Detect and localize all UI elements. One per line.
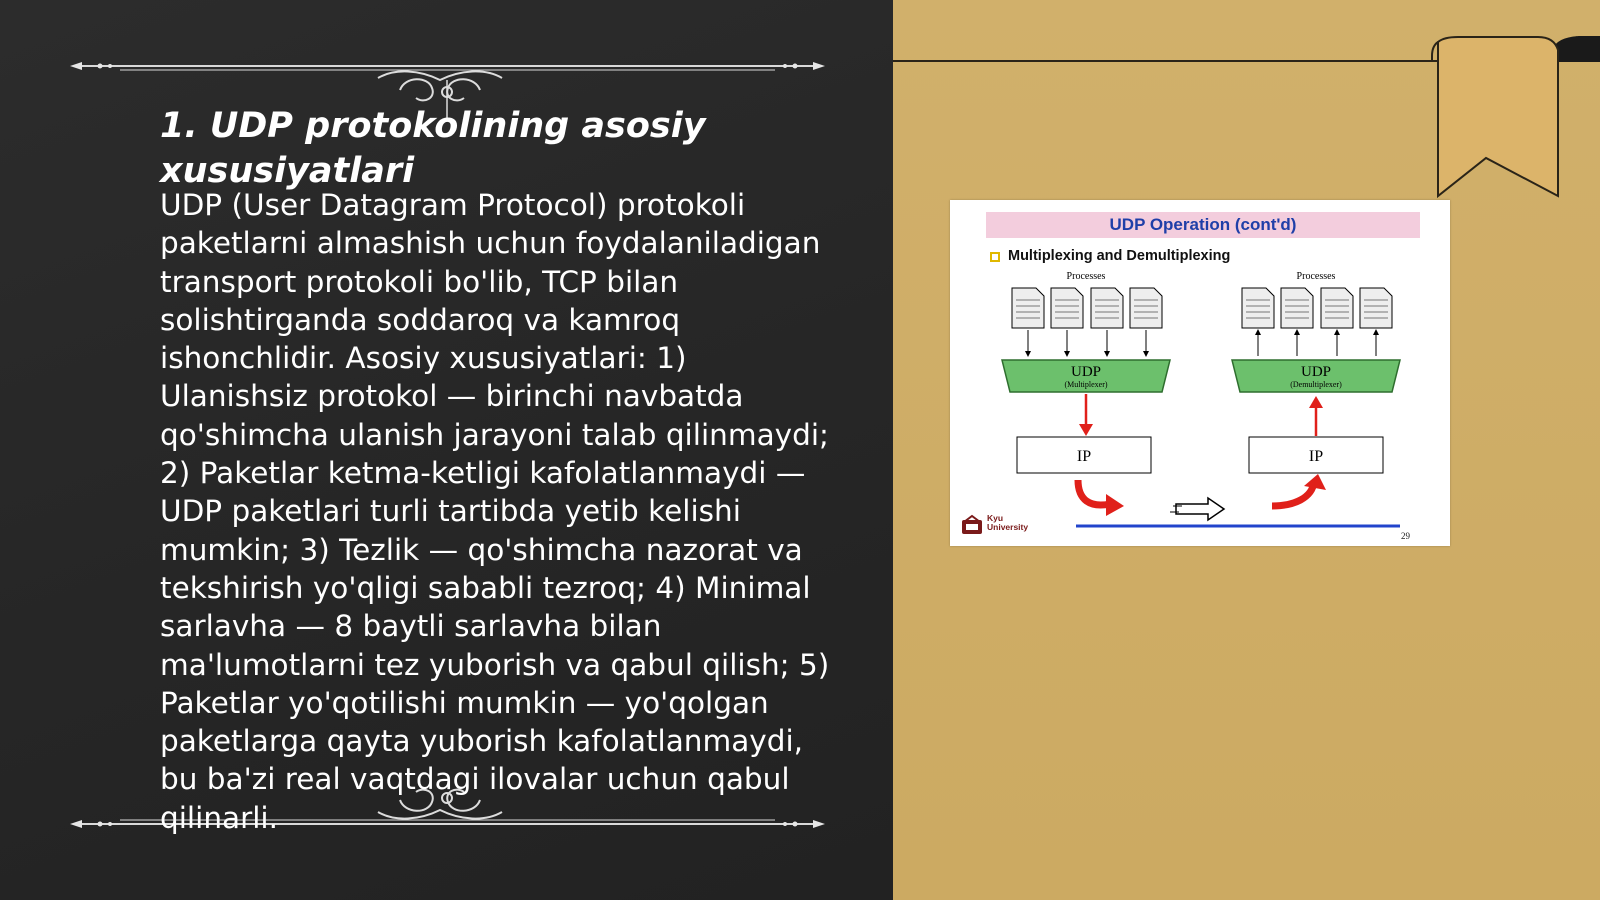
university-logo-text xyxy=(987,514,1028,532)
logo-line2: University xyxy=(987,522,1029,532)
left-ip-label: IP xyxy=(1076,448,1092,465)
multiplexing-diagram xyxy=(950,200,1450,546)
body-paragraph: UDP (User Datagram Protocol) protokoli paketlarni almashish uchun foydalaniladigan transport protokoli bo'lib, TCP bilan solishtirganda soddaroq va kamroq ishonchlidir. Asosiy xususiyatlari: 1) Ulanishsiz protokol — birinchi navbatda qo'shimcha ulanish jarayoni talab qilinmaydi; 2) Paketlar ketma-ketligi kafolatlanmaydi — UDP paketlari turli tartibda yetib kelishi mumkin; 3) Tezlik — qo'shimcha nazorat va tekshirish yo'qligi sababli tezroq; 4) Minimal sarlavha — 8 baytli sarlavha bilan ma'lumotlarni tez yuborish va qabul qilish; 5) Paketlar yo'qotilishi mumkin — yo'qolgan paketlarga qayta yuborish kafolatlanmaydi, bu ba'zi real vaqtdagi ilovalar uchun qabul qilinarli. xyxy=(160,188,830,835)
transfer-arrow-icon xyxy=(1176,498,1224,520)
right-ip-label: IP xyxy=(1308,448,1324,465)
divider-line xyxy=(893,60,1438,62)
embedded-slide-page-number: 29 xyxy=(1401,531,1410,541)
embedded-slide-image xyxy=(950,200,1450,546)
university-logo-icon xyxy=(962,516,982,534)
embedded-slide-subtitle: Multiplexing and Demultiplexing xyxy=(1008,248,1231,264)
right-udp-label: UDP xyxy=(1300,364,1332,380)
left-processes-label: Processes xyxy=(1066,271,1106,282)
left-udp-sublabel: (Multiplexer) xyxy=(1064,380,1108,389)
right-process-documents-icon xyxy=(1242,288,1392,328)
up-arrow-icon xyxy=(1309,396,1323,408)
slide-title: 1. UDP protokolining asosiy xususiyatlari xyxy=(160,106,706,191)
curved-arrow-down-icon xyxy=(1078,480,1110,505)
logo-line1: Kyu xyxy=(987,513,1004,523)
right-processes-label: Processes xyxy=(1296,271,1336,282)
right-udp-sublabel: (Demultiplexer) xyxy=(1290,380,1342,389)
bookmark-ribbon xyxy=(1430,36,1600,206)
down-arrow-icon xyxy=(1079,424,1093,436)
left-udp-label: UDP xyxy=(1070,364,1102,380)
left-process-documents-icon xyxy=(1012,288,1162,328)
embedded-slide-header: UDP Operation (cont'd) xyxy=(986,212,1420,238)
